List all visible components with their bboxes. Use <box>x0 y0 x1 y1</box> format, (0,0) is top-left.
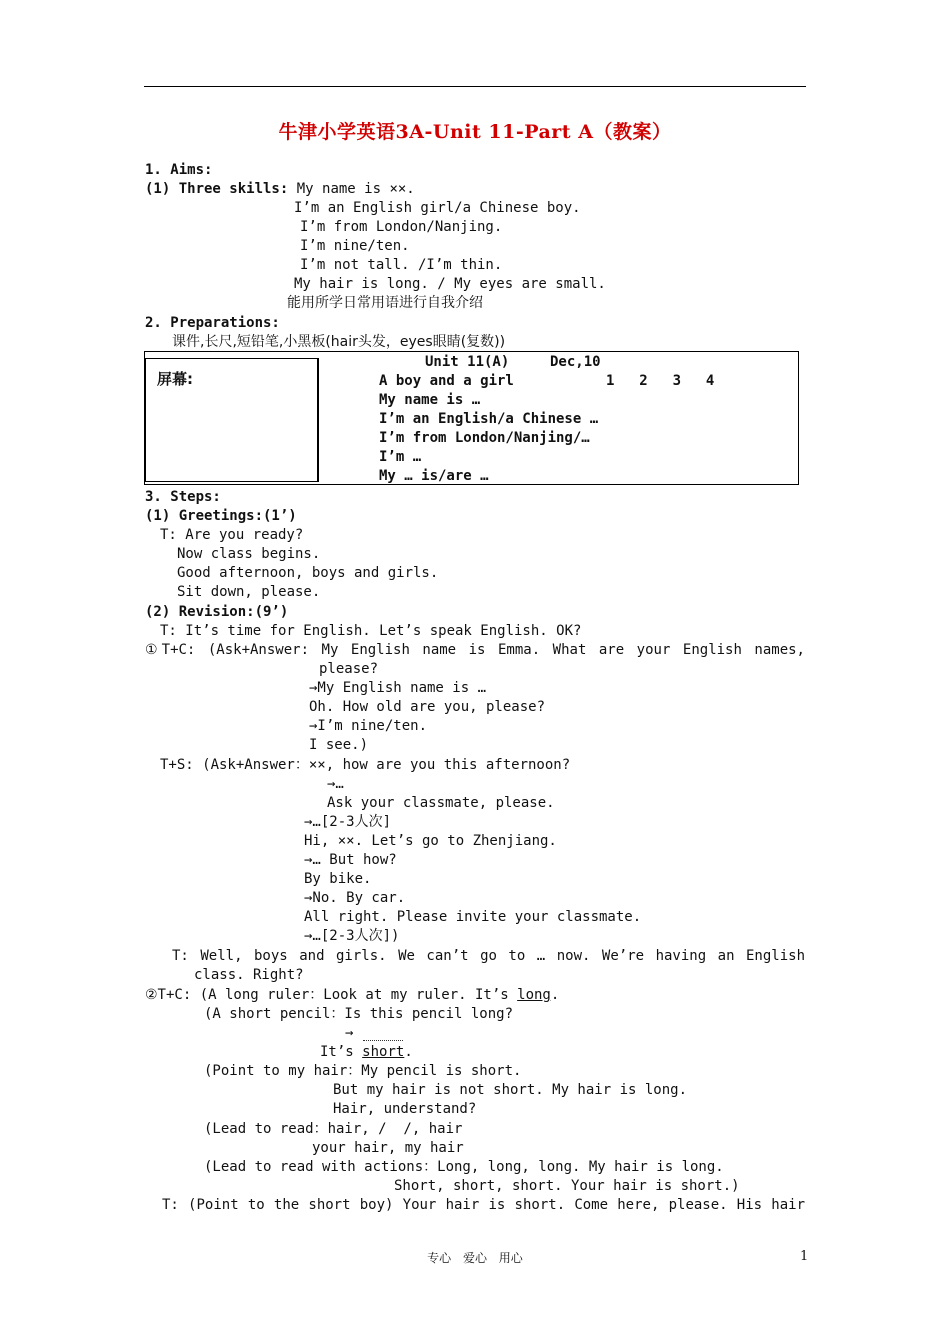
tc2-line <box>145 986 559 1005</box>
aim-line: My name is ××. <box>296 181 415 197</box>
aim-line: I’m an English girl/a Chinese boy. <box>294 200 581 216</box>
screen-line: I’m … <box>379 449 422 465</box>
greeting-line: Now class begins. <box>177 546 321 562</box>
three-skills-label: (1) Three skills: <box>145 181 289 197</box>
last-line: T: (Point to the short boy) Your hair is short. Come here, please. His hair <box>162 1197 805 1213</box>
screen-header: Unit 11(A) <box>425 354 510 370</box>
tc2-line: Short, short, short. Your hair is short.) <box>394 1178 740 1194</box>
footer-text: 专心 爱心 用心 <box>427 1251 523 1265</box>
tc2-line: (Point to my hair：My pencil is short. <box>204 1063 522 1079</box>
steps-heading: 3. Steps: <box>145 489 221 505</box>
screen-line: I’m from London/Nanjing/… <box>379 430 590 446</box>
tc2-line: (Lead to read：hair, / /, hair <box>204 1121 463 1137</box>
preparations-text: 课件,长尺,短铅笔,小黑板(hair头发，eyes眼睛(复数)) <box>172 334 506 350</box>
well-line: class. Right? <box>194 967 304 983</box>
tc1-line: ①T+C: (Ask+Answer: My English name is Emma. What are your English names, <box>145 642 805 658</box>
page-number: 1 <box>800 1249 809 1264</box>
tc1-line: →I’m nine/ten. <box>309 718 428 734</box>
tc2-line: (Lead to read with actions：Long, long, long. My hair is long. <box>204 1159 724 1175</box>
aim-line: I’m from London/Nanjing. <box>300 219 503 235</box>
aim-line: I’m not tall. /I’m thin. <box>300 257 503 273</box>
aim-line: I’m nine/ten. <box>300 238 410 254</box>
arrow: → <box>345 1025 354 1041</box>
greeting-line: Sit down, please. <box>177 584 321 600</box>
screen-line: My name is … <box>379 392 481 408</box>
aims-heading: 1. Aims: <box>145 162 213 178</box>
word-short: short <box>362 1044 405 1060</box>
screen-date: Dec,10 <box>550 354 601 370</box>
tc2-text: ②T+C: (A long ruler：Look at my ruler. It’s <box>145 987 518 1003</box>
screen-line: My … is/are … <box>379 468 489 484</box>
greeting-line: Good afternoon, boys and girls. <box>177 565 439 581</box>
tc2-line: But my hair is not short. My hair is long. <box>333 1082 688 1098</box>
aim-line-chinese: 能用所学日常用语进行自我介绍 <box>287 295 483 311</box>
screen-label: 屏幕: <box>157 370 193 388</box>
dotted-blank <box>363 1040 403 1041</box>
ts-line: →…[2-3人次]) <box>304 928 400 944</box>
tc1-line: please? <box>319 661 379 677</box>
ts-line: T+S: (Ask+Answer：××, how are you this afternoon? <box>160 757 571 773</box>
ts-line: All right. Please invite your classmate. <box>304 909 642 925</box>
ts-line: →… But how? <box>304 852 397 868</box>
ts-line: Hi, ××. Let’s go to Zhenjiang. <box>304 833 557 849</box>
word-long: long <box>517 987 551 1003</box>
ts-line: By bike. <box>304 871 372 887</box>
tc1-line: →My English name is … <box>309 680 487 696</box>
tc1-line: Oh. How old are you, please? <box>309 699 546 715</box>
screen-row: A boy and a girl <box>379 373 514 389</box>
tc2-line: your hair, my hair <box>312 1140 464 1156</box>
its-period: . <box>404 1044 413 1060</box>
tc2-line: Hair, understand? <box>333 1101 477 1117</box>
ts-line: →…[2-3人次] <box>304 814 392 830</box>
greetings-heading: (1) Greetings:(1’) <box>145 508 297 524</box>
aim-line: My hair is long. / My eyes are small. <box>294 276 606 292</box>
three-skills-row <box>145 180 415 199</box>
revision-intro: T: It’s time for English. Let’s speak English. OK? <box>160 623 582 639</box>
ts-line: Ask your classmate, please. <box>327 795 555 811</box>
screen-numbers: 1 2 3 4 <box>606 373 715 389</box>
screen-line: I’m an English/a Chinese … <box>379 411 599 427</box>
greeting-line: T: Are you ready? <box>160 527 304 543</box>
revision-heading: (2) Revision:(9’) <box>145 604 289 620</box>
tc2-line <box>320 1043 413 1062</box>
header-rule <box>144 86 806 87</box>
tc2-period: . <box>550 987 560 1003</box>
well-line: T: Well, boys and girls. We can’t go to … now. We’re having an English <box>172 948 805 964</box>
preparations-heading: 2. Preparations: <box>145 315 280 331</box>
its-text: It’s <box>320 1044 363 1060</box>
ts-line: →No. By car. <box>304 890 406 906</box>
tc2-line: (A short pencil：Is this pencil long? <box>204 1006 514 1022</box>
page-title: 牛津小学英语3A-Unit 11-Part A（教案） <box>278 121 672 143</box>
ts-line: →… <box>327 776 344 792</box>
tc1-line: I see.) <box>309 737 369 753</box>
